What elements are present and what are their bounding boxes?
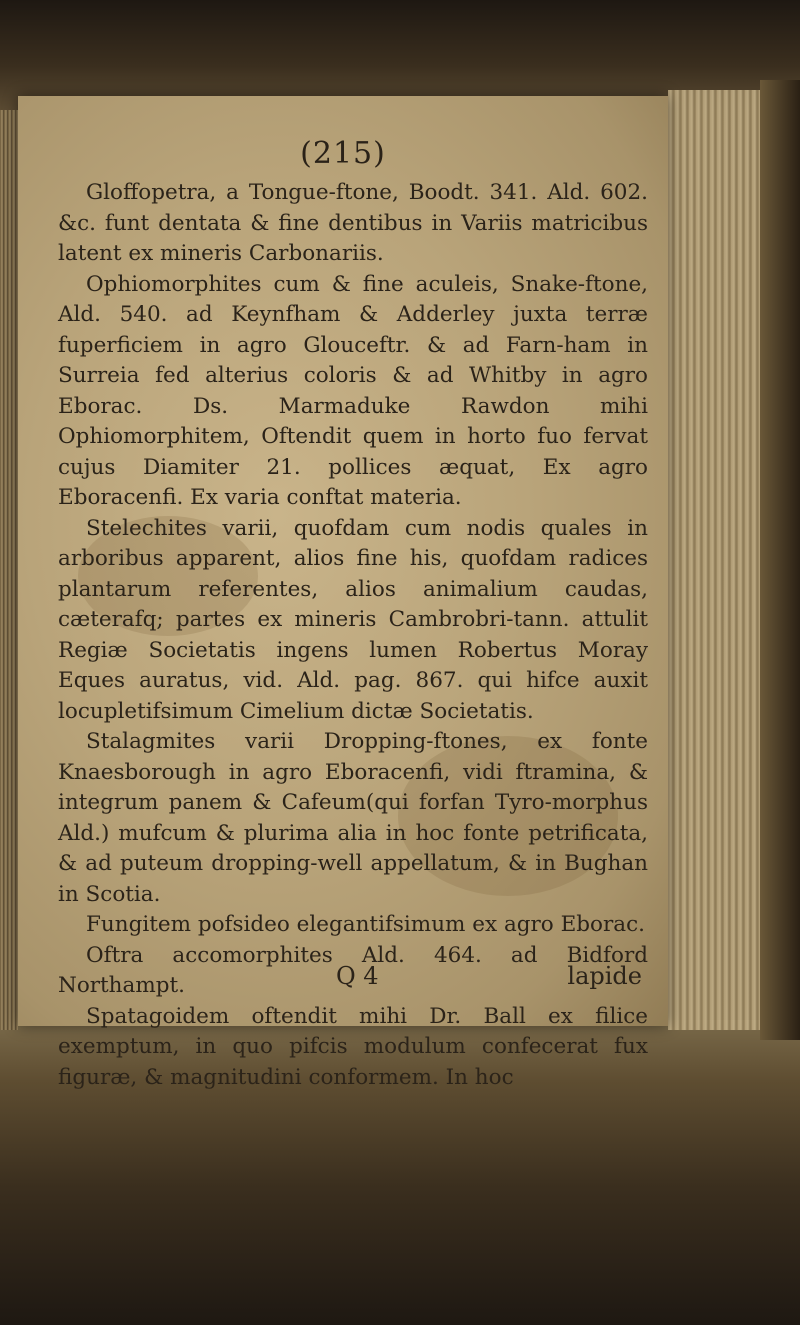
page-body: [58, 178, 648, 1093]
paragraph-ostracomorphites: Oftra accomorphites Ald. 464. ad Bidford Northampt.: [58, 942, 648, 998]
paragraph-ophiomorphites: Ophiomorphites cum & fine aculeis, Snake-ftone, Ald. 540. ad Keynfham & Adderley juxta terræ fuperficiem in agro Glouceftr. & ad Farn-ham in Surreia fed alterius coloris & ad Whitby in agro Eborac. Ds. Marmaduke Rawdon mihi Ophiomorphitem, Oftendit quem in horto fuo fervat cujus Diamiter 21. pollices æquat, Ex agro Eboracenfi. Ex varia conftat materia.: [58, 271, 648, 510]
book-edge-shadow: [760, 80, 800, 1040]
left-page-edges: [0, 110, 18, 1030]
paragraph-stelechites: Stelechites varii, quofdam cum nodis quales in arboribus apparent, alios fine his, quofdam radices plantarum referentes, alios animalium caudas, cæterafq; partes ex mineris Cambrobri-tann. attulit Regiæ Societatis ingens lumen Robertus Moray Eques auratus, vid. Ald. pag. 867. qui hifce auxit locupletifsimum Cimelium dictæ Societatis.: [58, 515, 648, 724]
paragraph-glossopetra: Gloffopetra, a Tongue-ftone, Boodt. 341. Ald. 602. &c. funt dentata & fine dentibus in Variis matricibus latent ex mineris Carbonariis.: [58, 180, 648, 266]
signature-mark: Q 4: [336, 962, 379, 990]
paragraph-spatagoides: Spatagoidem oftendit mihi Dr. Ball ex filice exemptum, in quo pifcis modulum confecerat fux figuræ, & magnitudini conformem. In hoc: [58, 1003, 648, 1090]
book-page: [18, 96, 668, 1090]
catchword: lapide: [567, 962, 642, 990]
paragraph-fungites: Fungitem pofsideo elegantifsimum ex agro Eborac.: [86, 912, 645, 937]
paragraph-stalagmites: Stalagmites varii Dropping-ftones, ex fonte Knaesborough in agro Eboracenfi, vidi ftramina, & integrum panem & Cafeum(qui forfan Tyro-morphus Ald.) mufcum & plurima alia in hoc fonte petrificata, & ad puteum dropping-well appellatum, & in Bughan in Scotia.: [58, 729, 648, 907]
page-number: (215): [300, 136, 386, 171]
